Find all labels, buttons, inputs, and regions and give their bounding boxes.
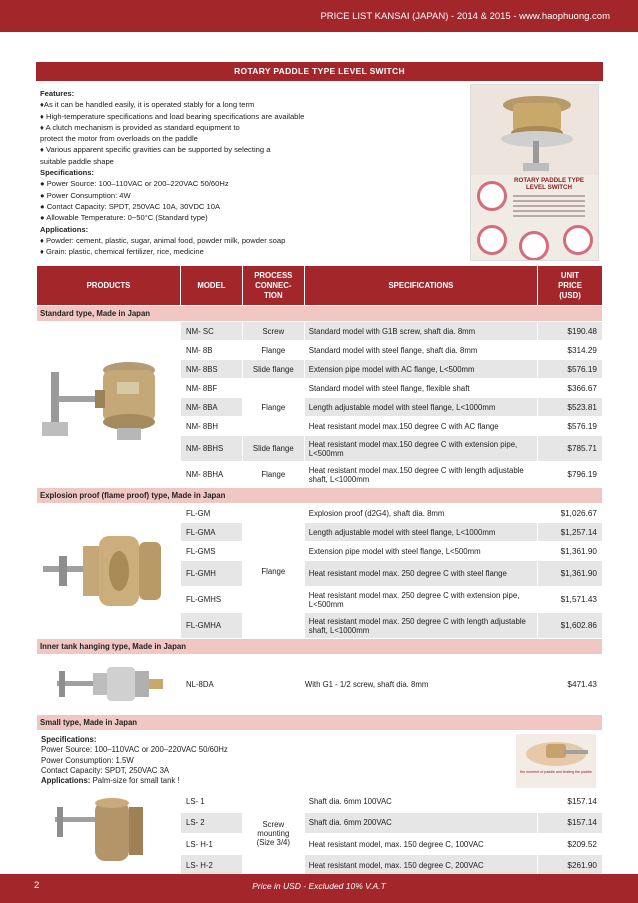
explosion-product-image: [37, 504, 181, 639]
section-row-inner: Inner tank hanging type, Made in Japan: [37, 639, 603, 655]
header-title: PRICE LIST KANSAI (JAPAN) - 2014 & 2015 - www.haophuong.com: [320, 11, 610, 22]
table-row: NM- 8BA Length adjustable model with steel flange, L<1000mm $523.81: [37, 398, 603, 417]
table-row: FL-GMS Extension pipe model with steel flange, L<500mm $1,361.90: [37, 542, 603, 561]
table-row: LS- H-1 Heat resistant model, max. 150 degree C, 100VAC $209.52: [37, 833, 603, 854]
footer-note: Price in USD - Excluded 10% V.A.T: [252, 881, 386, 891]
footer-bar: [0, 874, 638, 903]
app-item: ♦ Grain: plastic, chemical fertilizer, rice, medicine: [40, 247, 204, 257]
feature-item: ♦ A clutch mechanism is provided as standard equipment to: [40, 122, 240, 132]
poster-title: ROTARY PADDLE TYPE LEVEL SWITCH: [514, 177, 584, 191]
feature-item: ♦ High-temperature specifications and load bearing specifications are available: [40, 111, 305, 121]
table-row: FL-GMHA Heat resistant model max. 250 degree C with length adjustable shaft, L<1000mm $1,602.86: [37, 613, 603, 639]
poster-circle-image: [477, 225, 507, 255]
features-heading: Features:: [40, 89, 75, 98]
feature-item: ♦ Various apparent specific gravities can be supported by selecting a: [40, 145, 271, 155]
poster-circle-image: [563, 225, 593, 255]
table-row: FL-GMHS Heat resistant model max. 250 degree C with extension pipe, L<500mm $1,571.43: [37, 587, 603, 613]
table-row: NM- 8BHA Flange Heat resistant model max.150 degree C with length adjustable shaft, L<1000mm $796.19: [37, 462, 603, 488]
table-row: LS- 1 Screw mounting (Size 3/4) Shaft dia. 6mm 100VAC $157.14: [37, 791, 603, 812]
col-model: MODEL: [180, 266, 242, 306]
col-process: PROCESS CONNEC- TION: [242, 266, 304, 306]
feature-item: suitable paddle shape: [40, 156, 114, 166]
table-row: FL-GMA Length adjustable model with steel flange, L<1000mm $1,257.14: [37, 523, 603, 542]
table-row: NM- 8BS Slide flange Extension pipe model with AC flange, L<500mm $576.19: [37, 360, 603, 379]
section-title: ROTARY PADDLE TYPE LEVEL SWITCH: [36, 62, 603, 81]
standard-product-image: [37, 322, 181, 488]
table-row: LS- H-2 Heat resistant model, max. 150 degree C, 200VAC $261.90: [37, 855, 603, 876]
table-header-row: [37, 266, 603, 306]
app-heading: Applications:: [40, 224, 89, 234]
page-number: 2: [34, 880, 40, 891]
header-bar: [0, 0, 638, 32]
table-row: NM- SC Screw Standard model with G1B screw, shaft dia. 8mm $190.48: [37, 322, 603, 341]
col-price: UNIT PRICE (USD): [538, 266, 603, 306]
app-item: ♦ Powder: cement, plastic, sugar, animal food, powder milk, powder soap: [40, 235, 286, 245]
product-poster-image: [470, 84, 599, 261]
switch-photo: [471, 85, 599, 175]
feature-item: protect the motor from overloads on the paddle: [40, 134, 198, 144]
inner-spec: With G1 - 1/2 screw, shaft dia. 8mm: [304, 680, 429, 689]
features-text: [40, 88, 470, 257]
feature-item: ♦As it can be handled easily, it is operated stably for a long term: [40, 100, 255, 110]
col-specifications: SPECIFICATIONS: [304, 266, 537, 306]
small-spec-row: Specifications: Power Source: 100–110VAC or 200–220VAC 50/60Hz Power Consumption: 1.5W Contact Capacity: SPDT, 250VAC 3A Applications: Palm-size for small tank ! the moment of paddle and limiting the paddle: [37, 731, 603, 791]
small-product-image: [37, 791, 181, 876]
spec-item: ● Power Consumption: 4W: [40, 190, 131, 200]
spec-heading: Specifications:: [40, 168, 95, 178]
section-row-small: Small type, Made in Japan: [37, 715, 603, 731]
table-row: FL-GM Flange Explosion proof (d2G4), shaft dia. 8mm $1,026.67: [37, 504, 603, 523]
table-row: NM- 8BH Heat resistant model max.150 degree C with AC flange $576.19: [37, 417, 603, 436]
section-row-explosion: Explosion proof (flame proof) type, Made in Japan: [37, 488, 603, 504]
col-products: PRODUCTS: [37, 266, 181, 306]
table-row: NM- 8B Flange Standard model with steel flange, shaft dia. 8mm $314.29: [37, 341, 603, 360]
inner-product-image: [37, 655, 181, 715]
poster-circle-image: [519, 231, 549, 261]
poster-circle-image: [477, 181, 507, 211]
table-row: FL-GMH Heat resistant model max. 250 degree C with steel flange $1,361.90: [37, 561, 603, 587]
spec-item: ● Contact Capacity: SPDT, 250VAC 10A, 30VDC 10A: [40, 201, 221, 211]
spec-item: ● Power Source: 100–110VAC or 200–220VAC 50/60Hz: [40, 179, 229, 189]
table-row: NM- 8BHS Slide flange Heat resistant model max.150 degree C with extension pipe, L<500mm $785.71: [37, 436, 603, 462]
poster-text: [513, 195, 585, 225]
table-row: NM- 8BF Flange Standard model with steel flange, flexible shaft $366.67: [37, 379, 603, 398]
features-panel: [36, 82, 603, 263]
price-table: [36, 265, 603, 876]
table-row: LS- 2 Shaft dia. 6mm 200VAC $157.14: [37, 812, 603, 833]
section-row-standard: Standard type, Made in Japan: [37, 306, 603, 322]
table-row: NL-8DA With G1 - 1/2 screw, shaft dia. 8mm $471.43: [37, 655, 603, 715]
small-usage-image: the moment of paddle and limiting the paddle: [516, 734, 596, 788]
spec-item: ● Allowable Temperature: 0~50°C (Standard type): [40, 213, 208, 223]
